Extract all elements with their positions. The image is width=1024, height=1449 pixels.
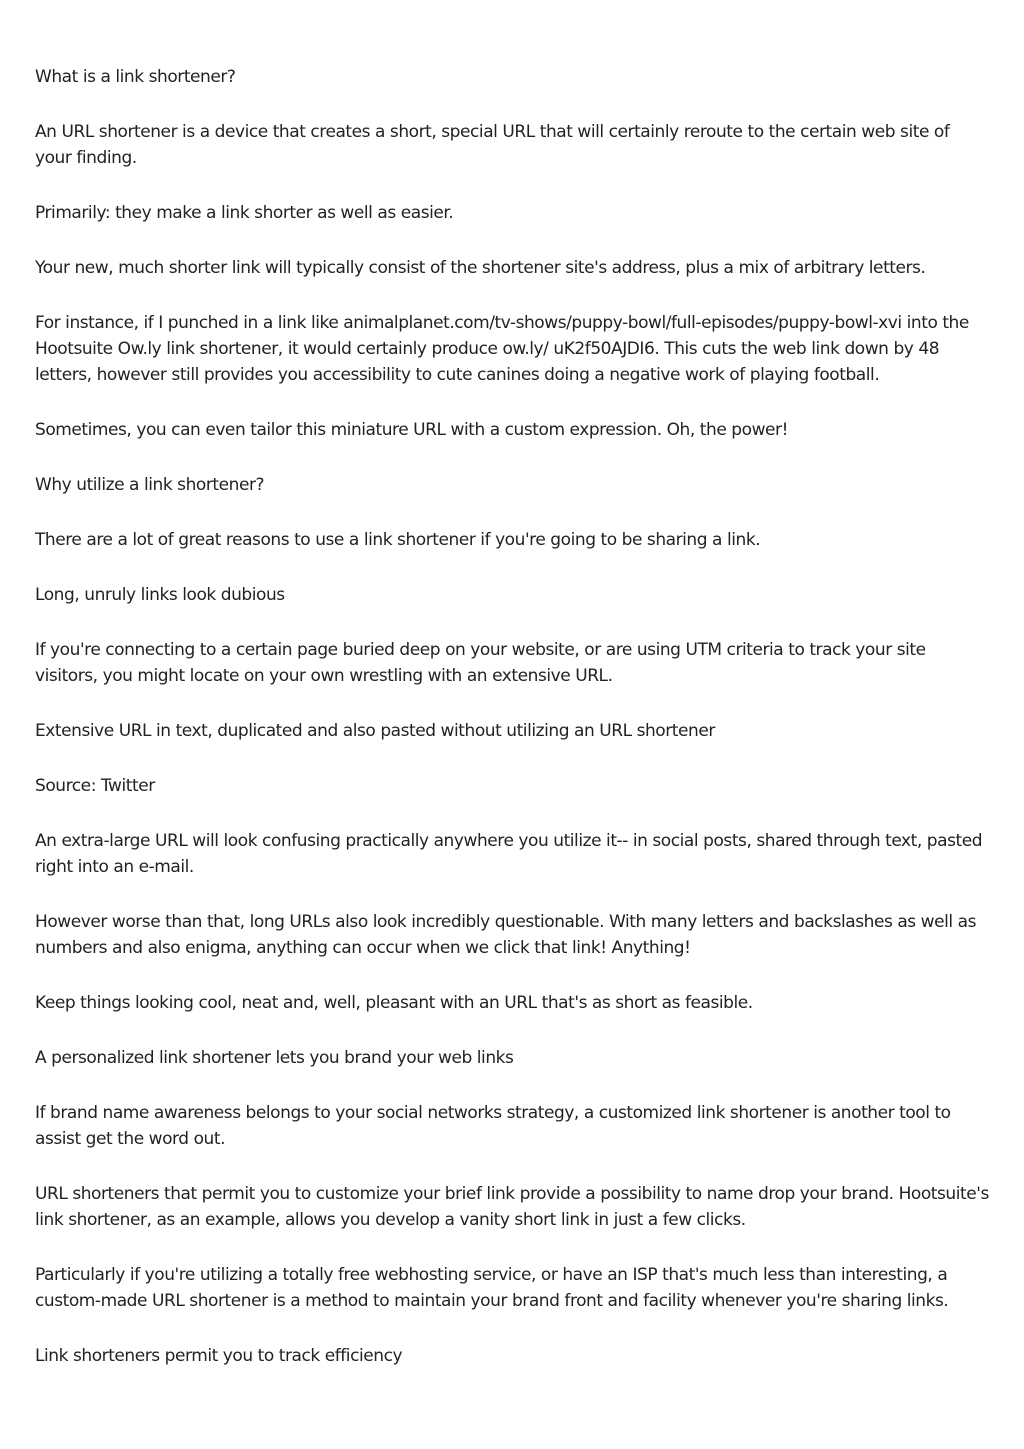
heading-why-utilize: Why utilize a link shortener? [35,475,265,495]
image-caption: Extensive URL in text, duplicated and also pasted without utilizing an URL shortener [35,721,715,741]
heading-what-is-link-shortener: What is a link shortener? [35,67,236,87]
paragraph-questionable: However worse than that, long URLs also look incredibly questionable. With many letters and backslashes as well as numbers and also enigma, anything can occur when we click that link! Anything! [35,912,976,958]
paragraph-reasons: There are a lot of great reasons to use a link shortener if you're going to be sharing a link. [35,530,761,550]
paragraph-definition: An URL shortener is a device that creates a short, special URL that will certainly reroute to the certain web site of your finding. [35,122,950,168]
document-body [35,64,990,1398]
paragraph-customize: URL shorteners that permit you to customize your brief link provide a possibility to name drop your brand. Hootsuite's link shortener, as an example, allows you develop a vanity short link in just a few clicks. [35,1184,989,1230]
heading-personalized: A personalized link shortener lets you brand your web links [35,1048,514,1068]
paragraph-confusing: An extra-large URL will look confusing practically anywhere you utilize it-- in social posts, shared through text, pasted right into an e-mail. [35,831,983,877]
heading-long-links: Long, unruly links look dubious [35,585,285,605]
paragraph-brand-awareness: If brand name awareness belongs to your social networks strategy, a customized link shortener is another tool to assist get the word out. [35,1103,951,1149]
paragraph-example: For instance, if I punched in a link like animalplanet.com/tv-shows/puppy-bowl/full-episodes/puppy-bowl-xvi into the Hootsuite Ow.ly link shortener, it would certainly produce ow.ly/ uK2f50AJDI6. This cuts the web link down by 48 letters, however still provides you accessibility to cute canines doing a negative work of playing football. [35,313,969,385]
paragraph-primarily: Primarily: they make a link shorter as well as easier. [35,203,454,223]
paragraph-custom-expression: Sometimes, you can even tailor this miniature URL with a custom expression. Oh, the power! [35,420,788,440]
paragraph-webhosting: Particularly if you're utilizing a totally free webhosting service, or have an ISP that's much less than interesting, a custom-made URL shortener is a method to maintain your brand front and facility whenever you're sharing links. [35,1265,949,1311]
paragraph-utm: If you're connecting to a certain page buried deep on your website, or are using UTM criteria to track your site visitors, you might locate on your own wrestling with an extensive URL. [35,640,926,686]
paragraph-keep-cool: Keep things looking cool, neat and, well, pleasant with an URL that's as short as feasible. [35,993,753,1013]
image-source: Source: Twitter [35,776,155,796]
paragraph-new-link: Your new, much shorter link will typically consist of the shortener site's address, plus a mix of arbitrary letters. [35,258,926,278]
heading-track-efficiency: Link shorteners permit you to track efficiency [35,1346,403,1366]
